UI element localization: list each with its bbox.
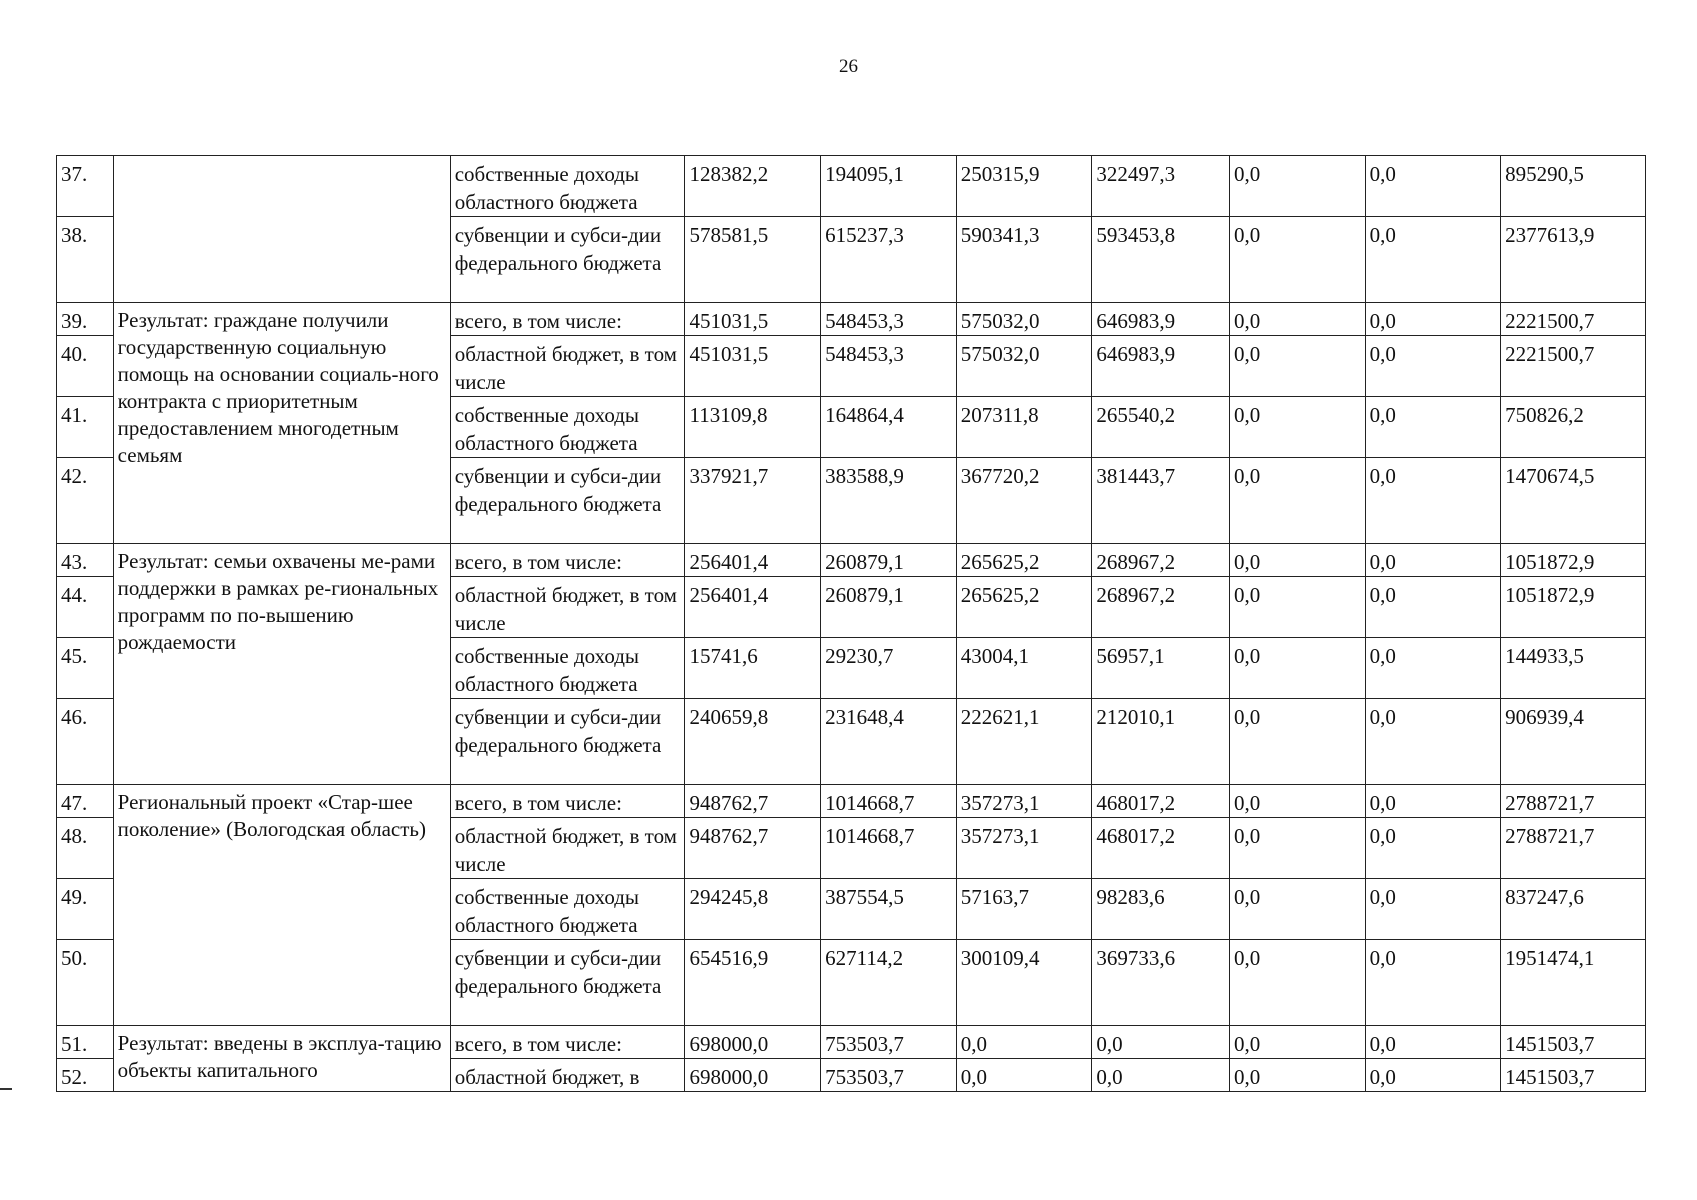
amount-cell: 0,0	[1229, 699, 1365, 785]
amount-cell: 57163,7	[956, 879, 1092, 940]
row-number: 49.	[57, 879, 114, 940]
amount-cell: 98283,6	[1092, 879, 1230, 940]
amount-cell: 0,0	[1092, 1026, 1230, 1059]
amount-cell: 322497,3	[1092, 156, 1230, 217]
amount-cell: 265625,2	[956, 577, 1092, 638]
amount-cell: 294245,8	[685, 879, 821, 940]
amount-cell: 646983,9	[1092, 303, 1230, 336]
amount-cell: 451031,5	[685, 336, 821, 397]
amount-cell: 906939,4	[1501, 699, 1646, 785]
funding-source: субвенции и субси-дии федерального бюджета	[450, 458, 685, 544]
amount-cell: 0,0	[1229, 397, 1365, 458]
amount-cell: 750826,2	[1501, 397, 1646, 458]
row-number: 41.	[57, 397, 114, 458]
row-number: 45.	[57, 638, 114, 699]
amount-cell: 0,0	[1229, 156, 1365, 217]
amount-cell: 0,0	[1229, 577, 1365, 638]
amount-cell: 56957,1	[1092, 638, 1230, 699]
amount-cell: 2221500,7	[1501, 336, 1646, 397]
funding-source: областной бюджет, в том числе	[450, 818, 685, 879]
amount-cell: 0,0	[1365, 699, 1501, 785]
amount-cell: 113109,8	[685, 397, 821, 458]
amount-cell: 207311,8	[956, 397, 1092, 458]
amount-cell: 646983,9	[1092, 336, 1230, 397]
funding-source: субвенции и субси-дии федерального бюджета	[450, 217, 685, 303]
funding-source: собственные доходы областного бюджета	[450, 156, 685, 217]
funding-source: субвенции и субси-дии федерального бюджета	[450, 699, 685, 785]
amount-cell: 468017,2	[1092, 818, 1230, 879]
amount-cell: 0,0	[1365, 458, 1501, 544]
row-number: 38.	[57, 217, 114, 303]
result-description	[113, 156, 450, 303]
page-number: 26	[839, 56, 858, 77]
amount-cell: 895290,5	[1501, 156, 1646, 217]
row-number: 46.	[57, 699, 114, 785]
amount-cell: 1951474,1	[1501, 940, 1646, 1026]
result-description: Результат: семьи охвачены ме-рами поддержки в рамках ре-гиональных программ по по-вышению рождаемости	[113, 544, 450, 785]
budget-table	[56, 155, 1646, 1092]
amount-cell: 256401,4	[685, 577, 821, 638]
amount-cell: 593453,8	[1092, 217, 1230, 303]
amount-cell: 1470674,5	[1501, 458, 1646, 544]
amount-cell: 1051872,9	[1501, 577, 1646, 638]
margin-mark	[0, 1088, 12, 1090]
amount-cell: 0,0	[1229, 336, 1365, 397]
amount-cell: 0,0	[1229, 1026, 1365, 1059]
result-description: Региональный проект «Стар-шее поколение» (Вологодская область)	[113, 785, 450, 1026]
amount-cell: 575032,0	[956, 336, 1092, 397]
table-row	[57, 785, 1646, 818]
table-row	[57, 1026, 1646, 1059]
amount-cell: 0,0	[1365, 940, 1501, 1026]
row-number: 39.	[57, 303, 114, 336]
amount-cell: 260879,1	[821, 544, 957, 577]
amount-cell: 381443,7	[1092, 458, 1230, 544]
amount-cell: 0,0	[1365, 638, 1501, 699]
row-number: 37.	[57, 156, 114, 217]
amount-cell: 0,0	[956, 1059, 1092, 1092]
amount-cell: 451031,5	[685, 303, 821, 336]
funding-source: собственные доходы областного бюджета	[450, 879, 685, 940]
amount-cell: 268967,2	[1092, 577, 1230, 638]
funding-source: собственные доходы областного бюджета	[450, 638, 685, 699]
amount-cell: 1451503,7	[1501, 1059, 1646, 1092]
amount-cell: 0,0	[1365, 1059, 1501, 1092]
amount-cell: 0,0	[1229, 879, 1365, 940]
amount-cell: 698000,0	[685, 1059, 821, 1092]
amount-cell: 753503,7	[821, 1026, 957, 1059]
result-description: Результат: граждане получили государственную социальную помощь на основании социаль-ного контракта с приоритетным предоставлением многодетным семьям	[113, 303, 450, 544]
amount-cell: 948762,7	[685, 785, 821, 818]
amount-cell: 268967,2	[1092, 544, 1230, 577]
amount-cell: 548453,3	[821, 336, 957, 397]
amount-cell: 2221500,7	[1501, 303, 1646, 336]
amount-cell: 837247,6	[1501, 879, 1646, 940]
amount-cell: 548453,3	[821, 303, 957, 336]
amount-cell: 0,0	[1092, 1059, 1230, 1092]
amount-cell: 250315,9	[956, 156, 1092, 217]
amount-cell: 231648,4	[821, 699, 957, 785]
amount-cell: 0,0	[1229, 638, 1365, 699]
amount-cell: 590341,3	[956, 217, 1092, 303]
funding-source: субвенции и субси-дии федерального бюджета	[450, 940, 685, 1026]
amount-cell: 2788721,7	[1501, 785, 1646, 818]
funding-source: областной бюджет, в том числе	[450, 336, 685, 397]
row-number: 52.	[57, 1059, 114, 1092]
amount-cell: 2377613,9	[1501, 217, 1646, 303]
amount-cell: 698000,0	[685, 1026, 821, 1059]
table-row	[57, 544, 1646, 577]
amount-cell: 753503,7	[821, 1059, 957, 1092]
row-number: 47.	[57, 785, 114, 818]
amount-cell: 948762,7	[685, 818, 821, 879]
amount-cell: 383588,9	[821, 458, 957, 544]
table-row	[57, 303, 1646, 336]
amount-cell: 627114,2	[821, 940, 957, 1026]
table-row	[57, 156, 1646, 217]
result-description: Результат: введены в эксплуа-тацию объекты капитального	[113, 1026, 450, 1092]
amount-cell: 1051872,9	[1501, 544, 1646, 577]
amount-cell: 357273,1	[956, 818, 1092, 879]
amount-cell: 575032,0	[956, 303, 1092, 336]
amount-cell: 43004,1	[956, 638, 1092, 699]
amount-cell: 164864,4	[821, 397, 957, 458]
amount-cell: 1451503,7	[1501, 1026, 1646, 1059]
amount-cell: 0,0	[1365, 397, 1501, 458]
amount-cell: 468017,2	[1092, 785, 1230, 818]
row-number: 40.	[57, 336, 114, 397]
amount-cell: 0,0	[1365, 879, 1501, 940]
funding-source: всего, в том числе:	[450, 785, 685, 818]
amount-cell: 0,0	[1365, 1026, 1501, 1059]
amount-cell: 654516,9	[685, 940, 821, 1026]
amount-cell: 357273,1	[956, 785, 1092, 818]
funding-source: всего, в том числе:	[450, 1026, 685, 1059]
funding-source: всего, в том числе:	[450, 544, 685, 577]
amount-cell: 0,0	[1365, 577, 1501, 638]
amount-cell: 0,0	[1365, 544, 1501, 577]
amount-cell: 0,0	[1365, 217, 1501, 303]
amount-cell: 0,0	[1229, 458, 1365, 544]
amount-cell: 578581,5	[685, 217, 821, 303]
amount-cell: 0,0	[1365, 785, 1501, 818]
amount-cell: 367720,2	[956, 458, 1092, 544]
amount-cell: 369733,6	[1092, 940, 1230, 1026]
amount-cell: 212010,1	[1092, 699, 1230, 785]
amount-cell: 144933,5	[1501, 638, 1646, 699]
amount-cell: 337921,7	[685, 458, 821, 544]
amount-cell: 0,0	[1229, 818, 1365, 879]
amount-cell: 265540,2	[1092, 397, 1230, 458]
funding-source: собственные доходы областного бюджета	[450, 397, 685, 458]
amount-cell: 128382,2	[685, 156, 821, 217]
amount-cell: 1014668,7	[821, 818, 957, 879]
row-number: 42.	[57, 458, 114, 544]
amount-cell: 0,0	[1229, 544, 1365, 577]
amount-cell: 240659,8	[685, 699, 821, 785]
amount-cell: 0,0	[1365, 303, 1501, 336]
amount-cell: 2788721,7	[1501, 818, 1646, 879]
amount-cell: 0,0	[1229, 217, 1365, 303]
funding-source: областной бюджет, в том числе	[450, 577, 685, 638]
row-number: 50.	[57, 940, 114, 1026]
amount-cell: 0,0	[1229, 940, 1365, 1026]
amount-cell: 265625,2	[956, 544, 1092, 577]
amount-cell: 300109,4	[956, 940, 1092, 1026]
amount-cell: 15741,6	[685, 638, 821, 699]
amount-cell: 387554,5	[821, 879, 957, 940]
row-number: 43.	[57, 544, 114, 577]
amount-cell: 615237,3	[821, 217, 957, 303]
amount-cell: 0,0	[1365, 156, 1501, 217]
amount-cell: 29230,7	[821, 638, 957, 699]
amount-cell: 0,0	[956, 1026, 1092, 1059]
amount-cell: 1014668,7	[821, 785, 957, 818]
amount-cell: 194095,1	[821, 156, 957, 217]
funding-source: областной бюджет, в	[450, 1059, 685, 1092]
amount-cell: 0,0	[1365, 818, 1501, 879]
amount-cell: 0,0	[1229, 785, 1365, 818]
row-number: 44.	[57, 577, 114, 638]
amount-cell: 0,0	[1229, 1059, 1365, 1092]
funding-source: всего, в том числе:	[450, 303, 685, 336]
row-number: 48.	[57, 818, 114, 879]
amount-cell: 0,0	[1229, 303, 1365, 336]
amount-cell: 222621,1	[956, 699, 1092, 785]
amount-cell: 0,0	[1365, 336, 1501, 397]
row-number: 51.	[57, 1026, 114, 1059]
amount-cell: 260879,1	[821, 577, 957, 638]
amount-cell: 256401,4	[685, 544, 821, 577]
